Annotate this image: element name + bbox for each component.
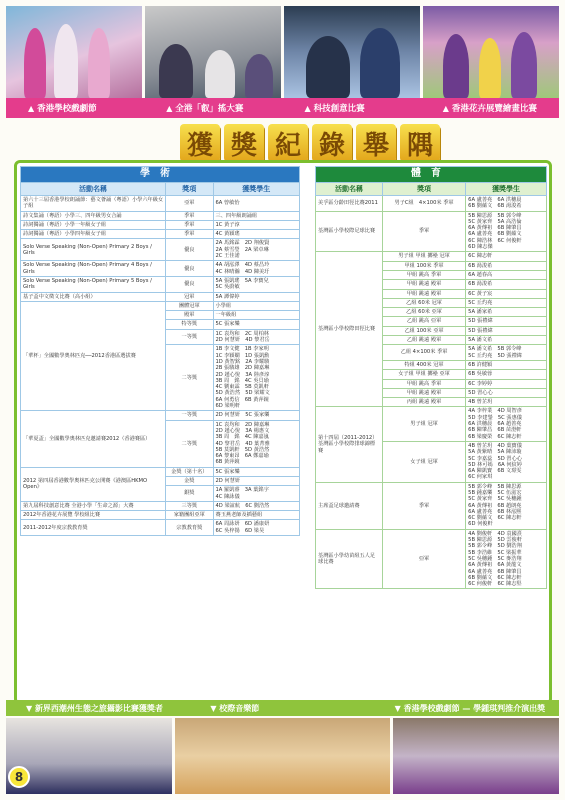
award-cell: 金獎（第十名） [166,467,213,476]
header-activity: 活動名稱 [21,183,166,196]
award-cell: 金獎 [166,476,213,485]
caption-2: ▲ 全港「叡」搖大賽 [166,104,244,114]
award-cell: 二等獎 [166,420,213,467]
students-cell: 1B 李文健 1B 李家明 1C 李穎嫻 1D 張凱勳 1D 黃智銘 2A 李耀駿 2B 張駿雄 2D 陳嘉琳 2D 趙心悅 3A 陸彥淳 3B 周 銘 4C 吳貝瑜 4C 劉東霖 5B 莫凱軒 5D 黃浩然 5D 梁耀文 6A 何勇信 6B 黃萍鏡 6D 梁明軒 [213,345,300,411]
triangle-icon: ▲ [166,104,173,113]
students-cell: 2A 馬銘霖 2D 翔俊賢 2A 蔡雪瑩 2A 梁卓琳 2C 王佳諾 [213,239,300,261]
table-row [21,230,300,239]
table-row [316,482,547,529]
table-row [21,211,300,220]
students-cell: 5C 張家樂 [213,320,300,329]
activity-cell: Solo Verse Speaking (Non-Open) Primary 5 Boys / Girls [21,276,166,292]
calligraphy-contest-photo [145,6,281,98]
students-cell: 2D 何慧妍 5C 張家樂 [213,411,300,420]
activity-cell: 詩文集誦（粵語）小學三、四年級男女合誦 [21,211,166,220]
table-row [316,252,547,261]
students-cell: 1C 袁均和 2C 周柏林 2D 何慧妍 4D 黎君岳 [213,329,300,345]
music-festival-photo [175,718,390,794]
award-cell: 特等獎 [166,320,213,329]
students-cell: 5A 張凱瑤 5A 李寶兒 5C 吳蔚敏 [213,276,300,292]
award-cell: 女子組 冠軍 [382,441,465,482]
activity-cell: Solo Verse Speaking (Non-Open) Primary 2 Boys / Girls [21,239,166,261]
award-cell: 女子組 甲組 擲壘 亞軍 [382,370,465,379]
title-char: 隅 [400,124,440,162]
activity-cell: 第十四屆（2011-2012）荃灣區小學校際排球錦標賽 [316,407,383,482]
award-cell: 季軍 [382,482,465,529]
students-cell: 三、四年級朗誦組 [213,211,300,220]
award-cell: 冠軍 [166,292,213,301]
title-char: 獲 [180,124,220,162]
award-cell: 甲組 跳高 季軍 [382,379,465,388]
award-cell: 優良 [166,276,213,292]
award-cell: 甲組 跳遠 殿軍 [382,388,465,397]
activity-cell: 「華杯」全國數學奧林匹克──2012香港區選拔賽 [21,301,166,410]
award-cell: 甲組 跳遠 殿軍 [382,280,465,289]
students-cell: 5A 潘文希 [466,336,547,345]
award-cell: 特組 400米 冠軍 [382,360,465,369]
award-cell: 甲組 跳高 季軍 [382,270,465,279]
header-award: 獎項 [382,183,465,196]
activity-cell: 荃灣區小學幼苗組五人足球比賽 [316,529,383,589]
students-cell: 5B 郭令峰 5B 陳思源 5B 鍾嘉樂 5C 伍滋宏 5C 黃家齊 5C 吳穗鍾 6A 黃傳祖 6B 趙朗堯 6A 盧善堯 6B 林泓熙 6C 劉蘊文 6C 陳志軒 6D 何俊軒 [466,482,547,529]
students-cell: 6C 黃子宸 [466,289,547,298]
activity-cell: 2011-2012年度宗教教育獎 [21,520,166,536]
bottom-captions [6,700,559,716]
sports-column [315,166,547,589]
students-cell: 6A 周詠妍 6D 潘康妍 6C 吳梓揚 6D 梁昊 [213,520,300,536]
award-cell: 優良 [166,239,213,261]
students-cell: 1C 黃子淳 [213,220,300,229]
award-cell: 乙組 4×100米 季軍 [382,345,465,361]
students-cell: 4A 胡泓澤 4D 蔡昌玲 4C 林晴瀚 4D 陳美玗 [213,261,300,277]
activity-cell: 第六十三屆香港學校朗誦節：藝文薈誦（粵語）小學六年級女子組 [21,196,166,212]
academic-table [20,166,300,536]
activity-cell: 荃灣區小學校際田徑比賽 [316,252,383,407]
award-cell: 季軍 [166,211,213,220]
table-row [316,529,547,589]
page-number: 8 [8,766,30,788]
award-cell: 二等獎 [166,345,213,411]
students-cell: 5C 丘灼堯 [466,298,547,307]
drama-award-photo [393,718,559,794]
bottom-caption-2: ▼ 校際音樂節 [210,703,260,713]
table-row [21,411,300,420]
award-cell: 男子組 冠軍 [382,407,465,441]
triangle-icon: ▲ [304,104,311,113]
photo-contest-winners-photo [6,718,172,794]
table-row [21,292,300,301]
table-row [21,261,300,277]
table-row [21,301,300,310]
bottom-caption-3: ▼ 香港學校戲劇節 — 學鍾琪判推介演出獎 [394,703,546,713]
students-cell: 4C 黃穎瑤 [213,230,300,239]
activity-cell: 詩詞獨誦（粵語）小學一年級女子組 [21,220,166,229]
award-cell: 宗教教育獎 [166,520,213,536]
activity-cell: 「華夏盃」全國數學奧林匹克邀請賽2012（香港賽區） [21,411,166,467]
bottom-caption-1: ▼ 新界西潮州生態之旅攝影比賽獲獎者 [26,703,163,713]
top-captions [6,98,559,118]
students-cell: 小學組 [213,301,300,310]
caption-4: ▲ 香港花卉展覽繪畫比賽 [442,104,537,114]
table-row [21,501,300,510]
award-cell: 乙組 60米 冠軍 [382,298,465,307]
activity-cell: 美孚區分齡田徑比賽2011 [316,196,383,212]
flower-painting-photo [423,6,559,98]
award-cell: 男子組 甲組 擲壘 冠軍 [382,252,465,261]
table-row [316,407,547,441]
award-cell: 乙組 100米 亞軍 [382,326,465,335]
students-cell: 5D 習心心 [466,388,547,397]
award-cell: 甲組 跳遠 殿軍 [382,289,465,298]
award-cell: 季軍 [166,230,213,239]
award-cell: 甲組 100米 季軍 [382,261,465,270]
award-cell: 男子C組 4×100米 季軍 [382,196,465,212]
students-cell: 4A 李梓業 4D 周智彥 5D 李建鎣 5C 張惠儀 6A 洪穗晨 6A 趙善堯 6B 陳肇昌 6B 苗澄軒 6B 梁慶榮 6C 陳志軒 [466,407,547,441]
students-cell: 5D 張禮緯 [466,326,547,335]
sports-table [315,166,547,589]
students-cell: 5B 陳思源 5B 郭令峰 5C 黃家齊 5A 高浩倫 6A 黃傳祖 6B 陳肇昌 6A 盧善堯 6B 劉蘊文 6C 陳浩林 6C 何俊軒 6D 陳志傑 [466,211,547,252]
activity-cell: 第九屆科技創意比賽 全港小學「生命之源」大賽 [21,501,166,510]
technology-contest-photo [284,6,420,98]
title-char: 獎 [224,124,264,162]
activity-cell: 詩詞獨誦（粵語）小學四年級女子組 [21,230,166,239]
table-row [21,276,300,292]
award-cell: 季軍 [382,211,465,252]
table-row [316,211,547,252]
students-cell: 5C 張家樂 [213,467,300,476]
table-row [21,220,300,229]
students-cell: 5A 潘文希 5B 郭令峰 5C 丘灼堯 5D 張禮緯 [466,345,547,361]
activity-cell: 2012 第四屆香港數學奧林匹克公開賽《港澳區HKMO Open》 [21,467,166,501]
header-students: 獲獎學生 [213,183,300,196]
students-cell: 6A 盧善堯 6A 洪穗晨 6B 劉蘊文 6B 湯浚希 [466,196,547,212]
academic-section-title: 學術 [21,167,300,183]
award-cell: 團體冠軍 [166,301,213,310]
students-cell: 一年級組 [213,311,300,320]
award-cell: 一等獎 [166,411,213,420]
students-cell: 6A 曾敏怡 [213,196,300,212]
students-cell: 6A 趙春高 [466,270,547,279]
students-cell: 5A 潘家希 [466,308,547,317]
table-row [21,196,300,212]
award-cell: 優良 [166,261,213,277]
bottom-photo-strip [6,718,559,794]
students-cell: 6C 陳志軒 [466,252,547,261]
students-cell: 1A 羅凱睿 3A 葉銘宇 4C 陳詠儀 [213,486,300,502]
table-row [21,467,300,476]
award-cell: 三等獎 [166,501,213,510]
students-cell: 4A 劉俊軒 4D 袁國熹 5B 陳思源 5D 雲俊軒 5B 郭令峰 5D 劉浩翔 5B 李浩維 5C 梁振華 5C 吳穗鍾 5C 麥浩翔 6A 黃傳祖 6A 黃龍文 6A 盧善堯 6B 陳肇昌 6B 劉蘊文 6C 陳志軒 6C 何俊軒 6C 陳志堅 [466,529,547,589]
page-title [170,124,450,162]
students-cell: 4B 曾芷玥 4D 葉寶儀 5A 黃紫晴 5A 陳沛璇 5C 李嘉蕊 5D 習心心 5D 林可嫣 6A 何紋婷 6A 陳凱寶 6B 文璟雯 6C 何家琪 [466,441,547,482]
award-cell: 乙組 60米 亞軍 [382,308,465,317]
header-award: 獎項 [166,183,213,196]
activity-cell: Solo Verse Speaking (Non-Open) Primary 4 Boys / Girls [21,261,166,277]
award-cell: 乙組 跳高 亞軍 [382,317,465,326]
top-photo-strip [6,6,559,98]
activity-cell: 基子盃中文徵文比賽（高小組） [21,292,166,301]
table-row [316,196,547,212]
students-cell: 2D 何慧妍 [213,476,300,485]
students-cell: 6B 許健穎 [466,360,547,369]
award-cell: 亞軍 [166,196,213,212]
caption-3: ▲ 科技創意比賽 [304,104,365,114]
award-cell: 丙組 跳遠 殿軍 [382,398,465,407]
title-char: 舉 [356,124,396,162]
activity-cell: 主席盃足球邀請賽 [316,482,383,529]
students-cell: 1C 袁均和 2D 陳嘉琳 2D 趙心悅 3A 楊惠文 3B 周 銘 4C 陳嘉嵐 4D 黎君岳 4D 葉菁雅 5B 莫凱軒 5D 黃浩然 6A 黎東昂 6A 鄭嘉瑜 6B 黃萍鏡 [213,420,300,467]
caption-1: ▲ 香港學校戲劇節 [28,104,97,114]
table-row [21,520,300,536]
drama-festival-photo [6,6,142,98]
activity-cell: 2012年香港花卉展覽 學校組比賽 [21,511,166,520]
students-cell: 4D 梁誼航 6C 劉浩然 [213,501,300,510]
table-row [21,239,300,261]
students-cell: 6B 吳敏蓉 [466,370,547,379]
students-cell: 5D 張禮緯 [466,317,547,326]
title-char: 錄 [312,124,352,162]
award-cell: 銀獎 [166,486,213,502]
students-cell: 4B 曾芷玥 [466,398,547,407]
activity-cell: 荃灣區小學校際足球比賽 [316,211,383,252]
award-cell: 家籍團組亞軍 [166,511,213,520]
award-cell: 亞軍 [382,529,465,589]
students-cell: 賽玉燕老師及插藝組 [213,511,300,520]
title-char: 紀 [268,124,308,162]
award-cell: 一等獎 [166,329,213,345]
triangle-icon: ▲ [28,104,35,113]
students-cell: 6B 湯浚希 [466,261,547,270]
award-cell: 季軍 [166,220,213,229]
academic-column [20,166,300,536]
sports-section-title: 體育 [316,167,547,183]
award-cell: 殿軍 [166,311,213,320]
triangle-icon: ▲ [442,104,449,113]
students-cell: 6B 湯浚希 [466,280,547,289]
students-cell: 5A 譚偉婷 [213,292,300,301]
award-cell: 乙組 跳遠 殿軍 [382,336,465,345]
table-row [21,511,300,520]
header-students: 獲獎學生 [466,183,547,196]
students-cell: 6C 李婷婷 [466,379,547,388]
header-activity: 活動名稱 [316,183,383,196]
